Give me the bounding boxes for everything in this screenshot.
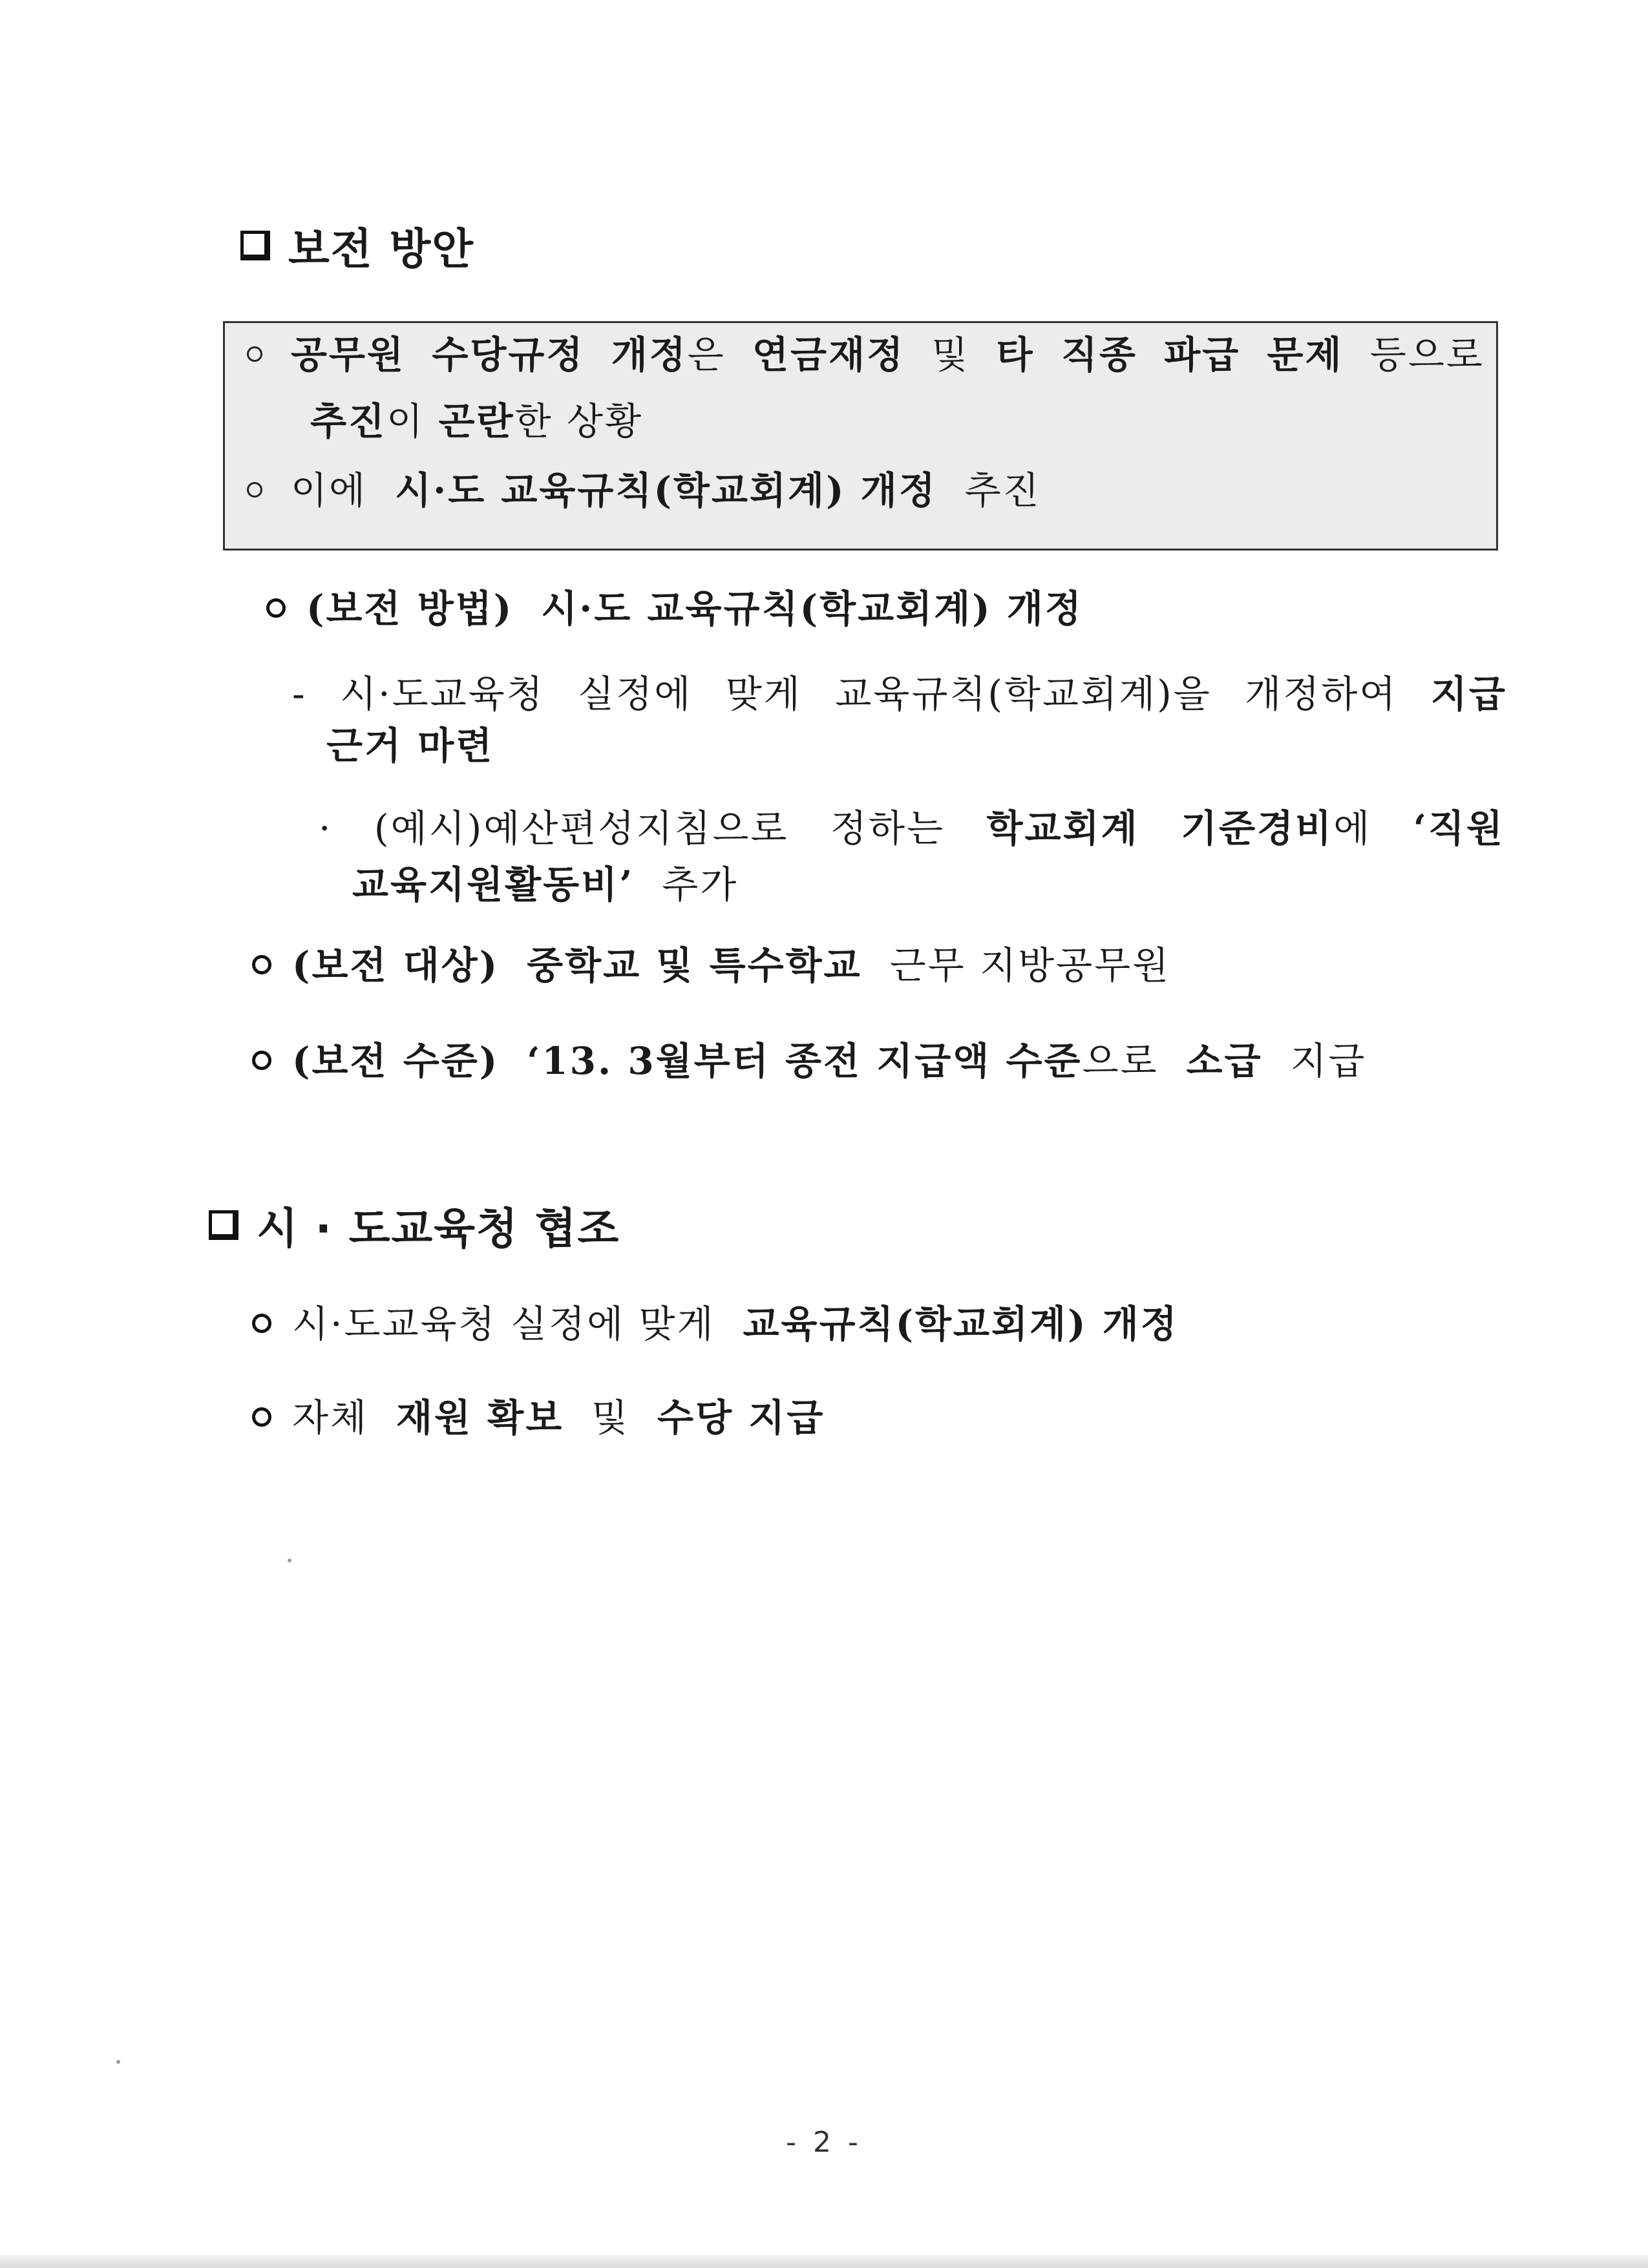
sub-item-1-line-1 [292, 672, 1507, 717]
item-text: 교육규칙(학교회계) 개정 [743, 1302, 1179, 1346]
word: 이에 [291, 468, 368, 512]
word: 학교회계 [986, 806, 1139, 850]
word: 기준경비 [1181, 806, 1334, 850]
word: 등으로 [1369, 333, 1484, 377]
summary-line-1 [247, 333, 1484, 378]
word: 및 [931, 333, 970, 377]
sub-item-2-line-2 [352, 863, 738, 908]
scan-bottom-edge [0, 2255, 1648, 2268]
word: 한 상황 [514, 399, 644, 443]
word: ‘직원 [1413, 806, 1505, 850]
word: 연금재정 [752, 333, 905, 377]
cooperation-item-2 [252, 1396, 825, 1441]
item-label: (보전 대상) [292, 943, 500, 987]
circle-bullet-icon [247, 346, 262, 362]
item-text: 재원 확보 [396, 1396, 564, 1440]
summary-line-2 [310, 399, 643, 445]
word: 개정하여 [1245, 672, 1398, 716]
word: 시·도교육청 [340, 672, 545, 716]
word: 은 [687, 333, 726, 377]
item-text: 근무 지방공무원 [889, 943, 1171, 987]
item-target [252, 943, 1170, 989]
item-text: 시·도교육청 실정에 맞게 [292, 1302, 715, 1346]
circle-bullet-icon [252, 1051, 271, 1070]
word: 지급 [1430, 672, 1507, 716]
word: 개정 [611, 333, 688, 377]
sub-item-1-line-2: 근거 마련 [326, 724, 494, 768]
circle-bullet-icon [252, 1314, 271, 1333]
item-text: 지급 [1290, 1039, 1367, 1083]
word: 곤란 [438, 399, 515, 443]
word: 추진 [964, 468, 1041, 512]
item-text: 자체 [292, 1396, 369, 1440]
circle-bullet-icon [266, 598, 286, 618]
item-text: 중학교 및 특수학교 [527, 943, 862, 987]
word: 수당규정 [432, 333, 585, 377]
circle-bullet-icon [247, 482, 262, 498]
item-text: ‘13. 3월부터 종전 지급액 수준 [527, 1039, 1083, 1083]
word: 추진 [310, 399, 387, 443]
scan-speck [288, 1559, 291, 1562]
word: - [292, 672, 307, 716]
word: 에 [1333, 806, 1372, 850]
word: 교육규칙(학교회계)을 [835, 672, 1212, 716]
item-text: 및 [591, 1396, 630, 1440]
circle-bullet-icon [252, 955, 271, 974]
section-title-preservation [240, 215, 474, 276]
word: 파급 [1164, 333, 1241, 377]
section-title-text: 보전 방안 [288, 224, 475, 274]
cooperation-item-1 [252, 1302, 1179, 1347]
item-method [266, 587, 1083, 632]
word: 맞게 [725, 672, 802, 716]
word: 공무원 [291, 333, 406, 377]
item-text: 으로 [1082, 1039, 1159, 1083]
word: 추가 [662, 863, 739, 907]
item-text: 시·도 교육규칙(학교회계) 개정 [541, 587, 1083, 631]
word: 정하는 [830, 806, 945, 850]
section-title-text: 시 · 도교육청 협조 [257, 1204, 620, 1254]
checkbox-square-icon [209, 1210, 238, 1240]
section-title-cooperation [209, 1194, 620, 1255]
word: 시·도 교육규칙(학교회계) 개정 [394, 468, 937, 512]
word: · [319, 806, 333, 850]
word: 타 [996, 333, 1035, 377]
word: 문제 [1267, 333, 1344, 377]
word: 이 [386, 399, 425, 443]
page-number: - 2 - [786, 2126, 862, 2159]
item-label: (보전 수준) [292, 1039, 500, 1083]
scan-speck [116, 2060, 120, 2064]
item-level [252, 1039, 1367, 1084]
item-label: (보전 방법) [306, 587, 514, 631]
summary-line-3 [247, 468, 1041, 514]
word: 실정에 [578, 672, 693, 716]
item-text: 수당 지급 [657, 1396, 825, 1440]
checkbox-square-icon [240, 231, 270, 260]
word: 교육지원활동비’ [352, 863, 635, 907]
sub-item-2-line-1 [319, 806, 1505, 852]
circle-bullet-icon [252, 1407, 271, 1427]
item-text: 소급 [1186, 1039, 1263, 1083]
word: 직종 [1061, 333, 1137, 377]
word: (예시)예산편성지침으로 [374, 806, 789, 850]
